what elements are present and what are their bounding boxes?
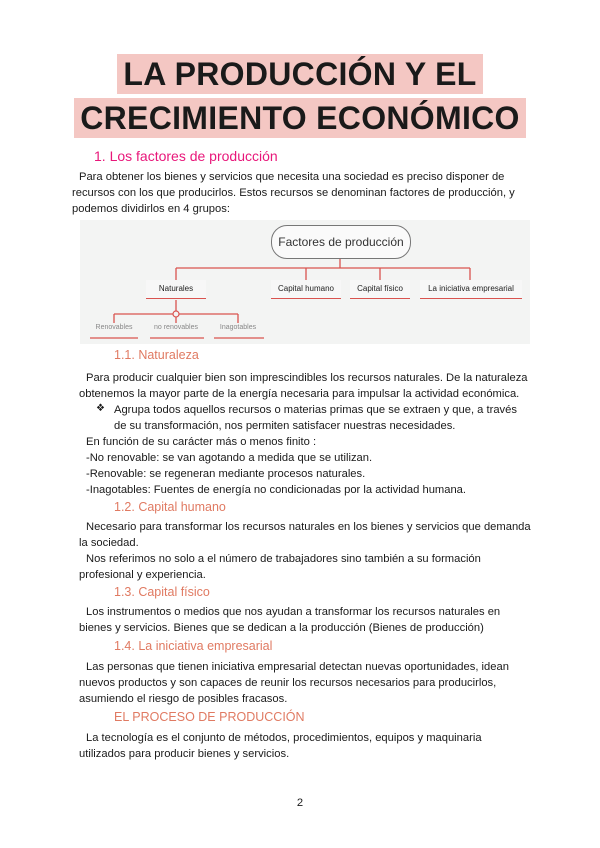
finite-line-3: -Renovable: se regeneran mediante procesos naturales. xyxy=(86,468,366,480)
iniciativa-line-2: nuevos productos y son capaces de reunir los recursos necesarios para producirlos, xyxy=(79,677,497,689)
fisico-line-2: bienes y servicios. Bienes que se dedican a la producción (Bienes de producción) xyxy=(79,622,484,634)
heading-capital-humano: 1.2. Capital humano xyxy=(114,500,226,514)
fisico-line-1: Los instrumentos o medios que nos ayudan a transformar los recursos naturales en xyxy=(86,606,501,618)
diamond-bullet-icon: ❖ xyxy=(96,403,105,414)
finite-line-2: -No renovable: se van agotando a medida que se utilizan. xyxy=(86,452,373,464)
intro-line-3: podemos dividirlos en 4 grupos: xyxy=(72,203,230,215)
humano-line-2: la sociedad. xyxy=(79,537,139,549)
bullet-line-2: de su transformación, nos permiten satisfacer nuestras necesidades. xyxy=(114,420,456,432)
section-heading-factores: 1. Los factores de producción xyxy=(94,148,278,164)
humano-line-3: Nos referimos no solo a el número de trabajadores sino también a su formación xyxy=(86,553,481,565)
humano-line-1: Necesario para transformar los recursos naturales en los bienes y servicios que demanda xyxy=(86,521,531,533)
node-naturales: Naturales xyxy=(146,280,206,299)
heading-capital-fisico: 1.3. Capital físico xyxy=(114,585,210,599)
finite-line-4: -Inagotables: Fuentes de energía no condicionadas por la actividad humana. xyxy=(86,484,467,496)
leaf-inagotables: Inagotables xyxy=(219,324,257,331)
heading-naturaleza: 1.1. Naturaleza xyxy=(114,348,199,362)
node-iniciativa: La iniciativa empresarial xyxy=(420,280,522,299)
leaf-renovables: Renovables xyxy=(95,324,133,331)
page-number: 2 xyxy=(296,797,304,809)
intro-line-2: recursos con los que producirlos. Estos recursos se denominan factores de producción, y xyxy=(72,187,515,199)
node-capital-humano: Capital humano xyxy=(271,280,341,299)
humano-line-4: profesional y experiencia. xyxy=(79,569,206,581)
node-capital-fisico: Capital físico xyxy=(350,280,410,299)
intro-line-1: Para obtener los bienes y servicios que necesita una sociedad es preciso disponer de xyxy=(79,171,505,183)
proceso-line-1: La tecnología es el conjunto de métodos, procedimientos, equipos y maquinaria xyxy=(86,732,482,744)
finite-line-1: En función de su carácter más o menos finito : xyxy=(86,436,317,448)
proceso-line-2: utilizados para producir bienes y servicios. xyxy=(79,748,290,760)
naturaleza-line-2: obtenemos la mayor parte de la energía necesaria para impulsar la actividad económica. xyxy=(79,388,520,400)
leaf-no-renovables: no renovables xyxy=(154,324,198,331)
iniciativa-line-1: Las personas que tienen iniciativa empresarial detectan nuevas oportunidades, idean xyxy=(86,661,509,673)
heading-iniciativa: 1.4. La iniciativa empresarial xyxy=(114,639,273,653)
factors-diagram xyxy=(80,220,530,344)
heading-proceso: EL PROCESO DE PRODUCCIÓN xyxy=(114,710,305,724)
bullet-line-1: Agrupa todos aquellos recursos o materias primas que se extraen y que, a través xyxy=(114,404,517,416)
title-line-1: LA PRODUCCIÓN Y EL xyxy=(0,54,600,94)
iniciativa-line-3: asumiendo el riesgo de posibles fracasos. xyxy=(79,693,288,705)
diagram-root: Factores de producción xyxy=(271,225,411,259)
naturaleza-line-1: Para producir cualquier bien son imprescindibles los recursos naturales. De la naturaleza xyxy=(86,372,528,384)
title-line-2: CRECIMIENTO ECONÓMICO xyxy=(0,98,600,138)
